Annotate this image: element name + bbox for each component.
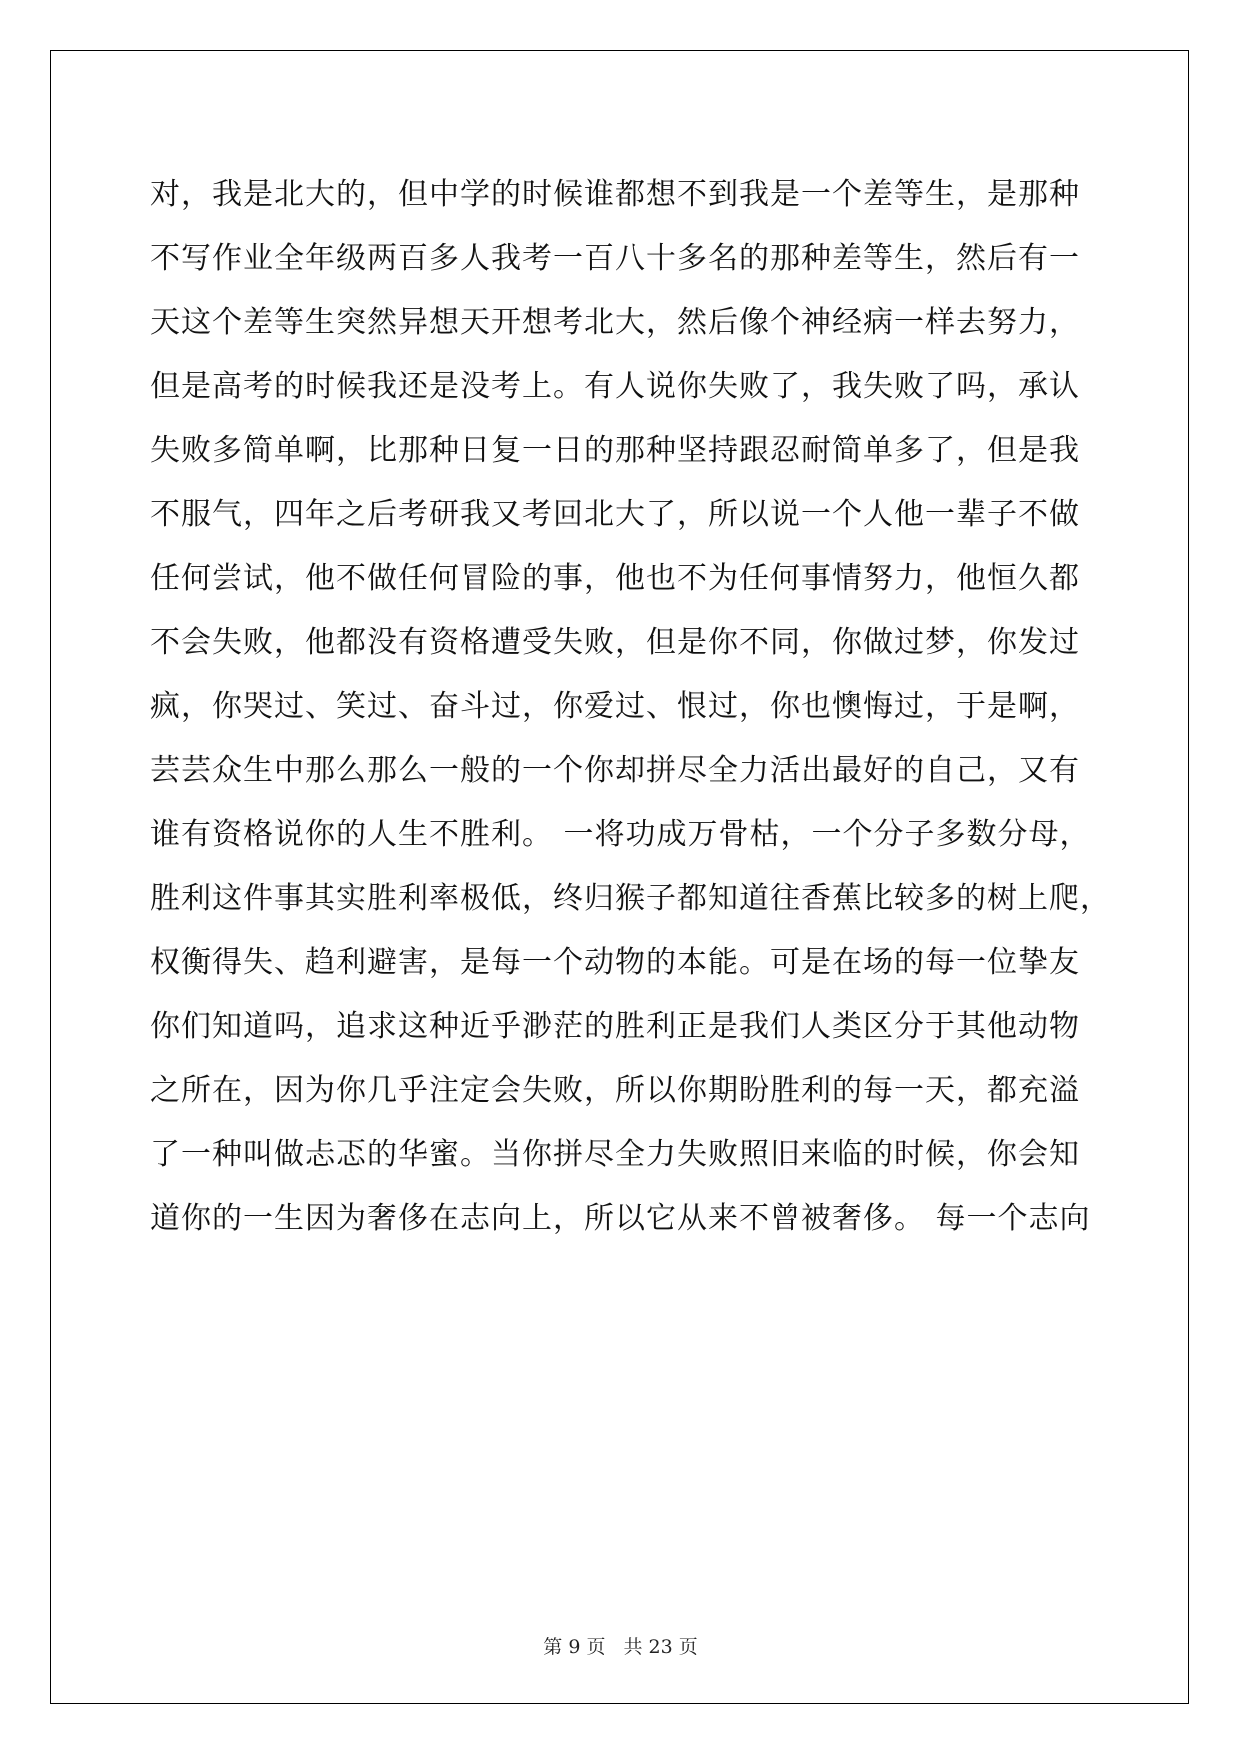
- text-line: 芸芸众生中那么那么一般的一个你却拼尽全力活出最好的自己，又有: [150, 753, 1080, 788]
- text-line: 权衡得失、趋利避害，是每一个动物的本能。可是在场的每一位挚友: [150, 945, 1080, 980]
- body-text: [150, 163, 1110, 1251]
- text-line: 不写作业全年级两百多人我考一百八十多名的那种差等生，然后有一: [150, 241, 1080, 276]
- text-line: 天这个差等生突然异想天开想考北大，然后像个神经病一样去努力，: [150, 305, 1080, 340]
- text-line: 谁有资格说你的人生不胜利。 一将功成万骨枯，一个分子多数分母，: [150, 817, 1091, 852]
- page-footer: [0, 1632, 1241, 1659]
- text-line: 对，我是北大的，但中学的时候谁都想不到我是一个差等生，是那种: [150, 177, 1080, 212]
- text-line: 你们知道吗，追求这种近乎渺茫的胜利正是我们人类区分于其他动物: [150, 1009, 1080, 1044]
- text-line: 但是高考的时候我还是没考上。有人说你失败了，我失败了吗，承认: [150, 369, 1080, 404]
- text-line: 失败多简单啊，比那种日复一日的那种坚持跟忍耐简单多了，但是我: [150, 433, 1080, 468]
- text-line: 任何尝试，他不做任何冒险的事，他也不为任何事情努力，他恒久都: [150, 561, 1080, 596]
- text-line: 道你的一生因为奢侈在志向上，所以它从来不曾被奢侈。 每一个志向: [150, 1201, 1091, 1236]
- text-line: 不服气，四年之后考研我又考回北大了，所以说一个人他一辈子不做: [150, 497, 1080, 532]
- total-page-count: 共 23 页: [623, 1636, 698, 1658]
- current-page-number: 第 9 页: [543, 1636, 606, 1658]
- text-line: 了一种叫做忐忑的华蜜。当你拼尽全力失败照旧来临的时候，你会知: [150, 1137, 1080, 1172]
- text-line: 疯，你哭过、笑过、奋斗过，你爱过、恨过，你也懊悔过，于是啊，: [150, 689, 1080, 724]
- text-line: 之所在，因为你几乎注定会失败，所以你期盼胜利的每一天，都充溢: [150, 1073, 1080, 1108]
- text-line: 不会失败，他都没有资格遭受失败，但是你不同，你做过梦，你发过: [150, 625, 1080, 660]
- text-line: 胜利这件事其实胜利率极低，终归猴子都知道往香蕉比较多的树上爬，: [150, 881, 1111, 916]
